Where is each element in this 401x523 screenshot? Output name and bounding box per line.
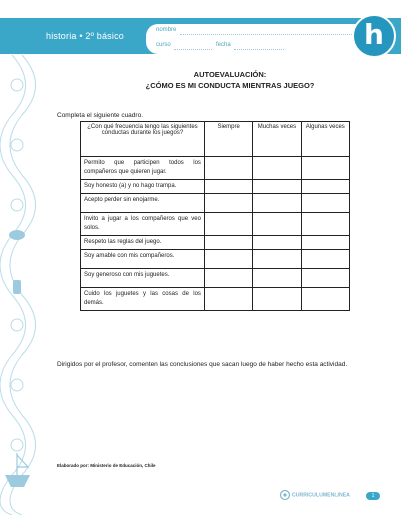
date-line (234, 49, 284, 50)
answer-cell-sometimes[interactable] (301, 250, 349, 269)
answer-cell-always[interactable] (204, 180, 252, 194)
self-evaluation-table (80, 121, 350, 311)
course-label: curso (156, 42, 171, 48)
table-row (81, 236, 350, 250)
answer-cell-often[interactable] (253, 157, 301, 180)
answer-cell-always[interactable] (204, 157, 252, 180)
answer-cell-sometimes[interactable] (301, 180, 349, 194)
credit-text: Elaborado por: Ministerio de Educación, Chile (57, 463, 156, 468)
answer-cell-sometimes[interactable] (301, 157, 349, 180)
answer-cell-sometimes[interactable] (301, 194, 349, 213)
student-fields (146, 24, 370, 54)
behavior-cell: Soy amable con mis compañeros. (81, 250, 205, 269)
answer-cell-always[interactable] (204, 213, 252, 236)
table-row (81, 157, 350, 180)
date-label: fecha (216, 42, 231, 48)
table-row (81, 250, 350, 269)
h-logo-icon: h (352, 14, 396, 58)
name-label: nombre (156, 27, 177, 33)
behavior-cell: Acepto perder sin enojarme. (81, 194, 205, 213)
behavior-cell: Soy generoso con mis juguetes. (81, 269, 205, 288)
footer-brand: CURRICULUMENLINEA (292, 492, 350, 499)
worksheet-title: AUTOEVALUACIÓN: (193, 70, 267, 79)
table-row (81, 194, 350, 213)
answer-cell-often[interactable] (253, 236, 301, 250)
worksheet-subtitle: ¿CÓMO ES MI CONDUCTA MIENTRAS JUEGO? (145, 81, 315, 90)
table-header-row (81, 122, 350, 157)
page-number: 1 (366, 492, 380, 500)
table-row (81, 269, 350, 288)
behavior-cell: Permito que participen todos los compañeros que quieren jugar. (81, 157, 205, 180)
answer-cell-often[interactable] (253, 213, 301, 236)
answer-cell-often[interactable] (253, 194, 301, 213)
answer-cell-sometimes[interactable] (301, 213, 349, 236)
answer-cell-often[interactable] (253, 288, 301, 311)
answer-cell-sometimes[interactable] (301, 236, 349, 250)
answer-cell-always[interactable] (204, 269, 252, 288)
decorative-border-icon (0, 55, 44, 515)
answer-cell-always[interactable] (204, 250, 252, 269)
behavior-cell: Respeto las reglas del juego. (81, 236, 205, 250)
table-row (81, 288, 350, 311)
header-question: ¿Con qué frecuencia tengo las siguientes conductas durante los juegos? (81, 122, 205, 157)
answer-cell-sometimes[interactable] (301, 269, 349, 288)
table-row (81, 213, 350, 236)
closing-instruction: Dirigidos por el profesor, comenten las conclusiones que sacan luego de haber hecho esta actividad. (57, 361, 348, 368)
instruction-text: Completa el siguiente cuadro. (57, 112, 143, 119)
answer-cell-sometimes[interactable] (301, 288, 349, 311)
behavior-cell: Soy honesto (a) y no hago trampa. (81, 180, 205, 194)
curriculum-logo-icon (280, 489, 360, 501)
header-sometimes: Algunas veces (301, 122, 349, 157)
answer-cell-often[interactable] (253, 250, 301, 269)
answer-cell-always[interactable] (204, 288, 252, 311)
name-line (180, 34, 360, 35)
answer-cell-often[interactable] (253, 269, 301, 288)
header-often: Muchas veces (253, 122, 301, 157)
subject-label: historia • 2º básico (46, 31, 124, 41)
answer-cell-always[interactable] (204, 194, 252, 213)
answer-cell-often[interactable] (253, 180, 301, 194)
table-row (81, 180, 350, 194)
answer-cell-always[interactable] (204, 236, 252, 250)
header-always: Siempre (204, 122, 252, 157)
behavior-cell: Cuido los juguetes y las cosas de los demás. (81, 288, 205, 311)
behavior-cell: Invito a jugar a los compañeros que veo solos. (81, 213, 205, 236)
course-line (174, 49, 212, 50)
